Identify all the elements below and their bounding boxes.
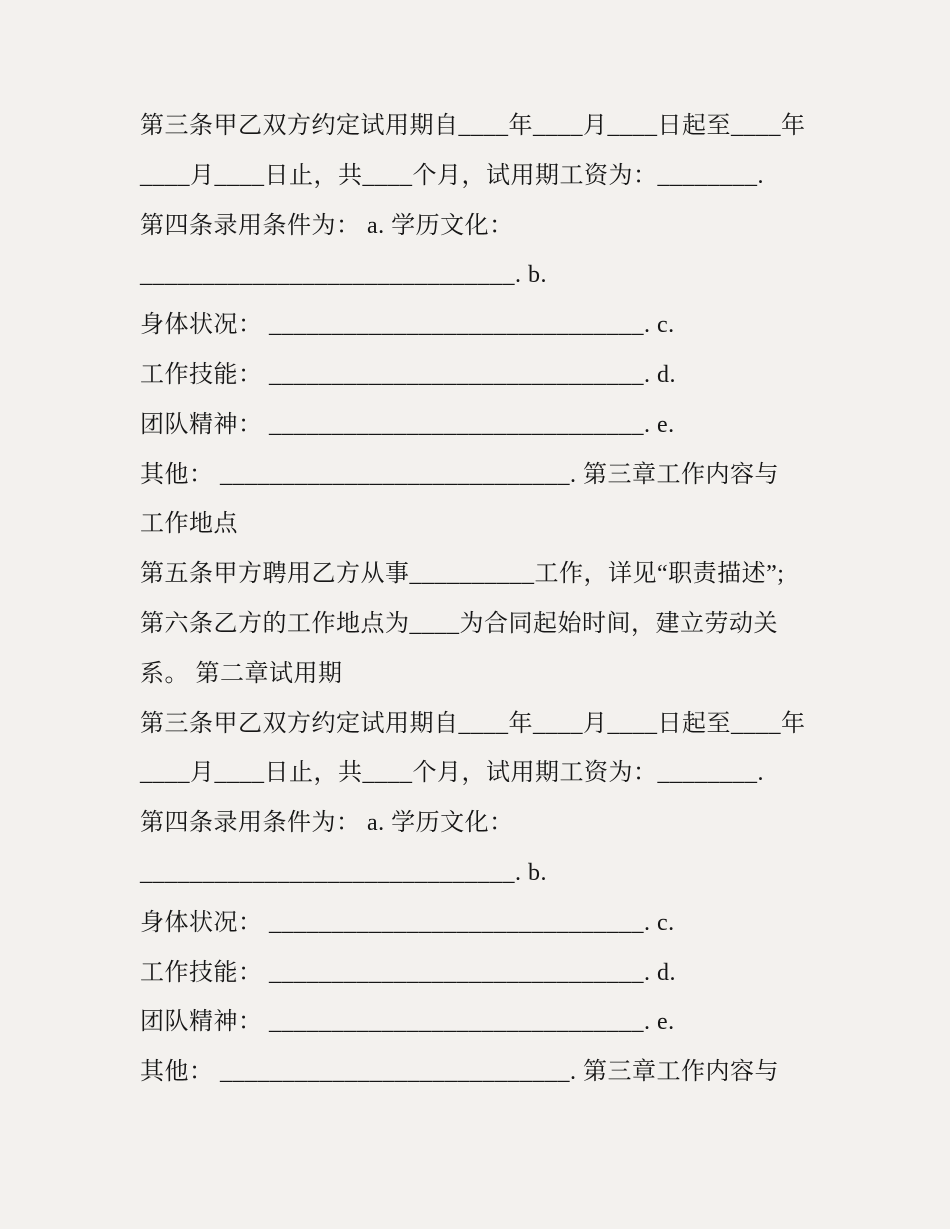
document-line: 工作地点 bbox=[140, 511, 238, 538]
document-line: 第五条甲方聘用乙方从事__________工作，详见“职责描述”; bbox=[140, 561, 785, 588]
document-line: 其他： ____________________________. 第三章工作内容与 bbox=[140, 461, 779, 488]
document-line: ____月____日止，共____个月，试用期工资为：________. bbox=[140, 162, 764, 189]
document-line: ____月____日止，共____个月，试用期工资为：________. bbox=[140, 760, 764, 787]
document-line: 团队精神： ______________________________. e. bbox=[140, 1009, 675, 1036]
document-line: 身体状况： ______________________________. c. bbox=[140, 312, 675, 339]
document-line: 第四条录用条件为： a. 学历文化： bbox=[140, 212, 514, 239]
document-line: 系。 第二章试用期 bbox=[140, 660, 343, 687]
document-line: 第四条录用条件为： a. 学历文化： bbox=[140, 810, 514, 837]
document-line: 工作技能： ______________________________. d. bbox=[140, 361, 676, 388]
document-line: ______________________________. b. bbox=[140, 859, 547, 886]
document-line: 其他： ____________________________. 第三章工作内容与 bbox=[140, 1059, 779, 1086]
document-line: ______________________________. b. bbox=[140, 262, 547, 289]
document-line: 身体状况： ______________________________. c. bbox=[140, 909, 675, 936]
document-line: 工作技能： ______________________________. d. bbox=[140, 959, 676, 986]
document-line: 第六条乙方的工作地点为____为合同起始时间，建立劳动关 bbox=[140, 610, 778, 637]
document-line: 团队精神： ______________________________. e. bbox=[140, 411, 675, 438]
document-line: 第三条甲乙双方约定试用期自____年____月____日起至____年 bbox=[140, 113, 806, 139]
document-line: 第三条甲乙双方约定试用期自____年____月____日起至____年 bbox=[140, 710, 806, 737]
